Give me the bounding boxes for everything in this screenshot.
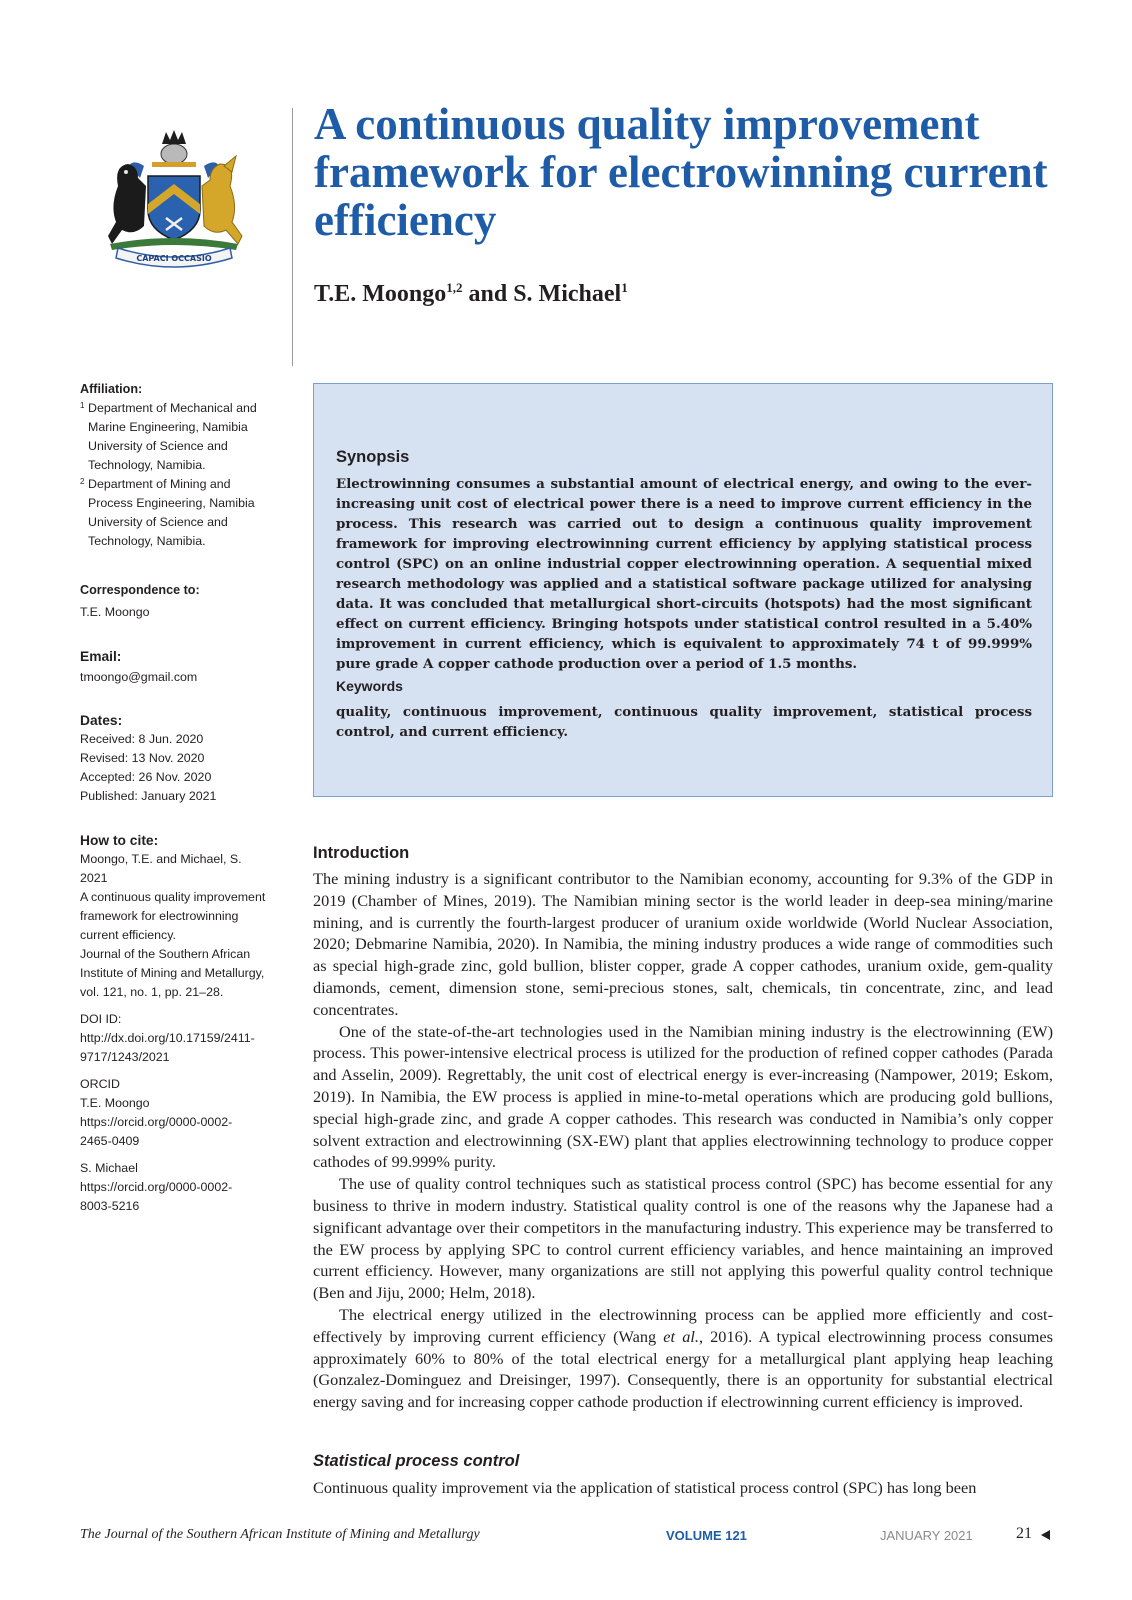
doi-link[interactable]: http://dx.doi.org/10.17159/2411- <box>80 1031 255 1045</box>
affiliation-1-line: Technology, Namibia. <box>88 458 206 472</box>
paragraph-text: The electrical energy utilized in the electrowinning process can be applied more efficiently and cost-effectively by improving current efficiency (Wang <box>313 1304 1053 1346</box>
affiliation-2-line: University of Science and <box>88 515 228 529</box>
correspondence-name: T.E. Moongo <box>80 605 150 619</box>
paragraph <box>313 1304 1053 1413</box>
introduction-heading: Introduction <box>313 844 410 862</box>
author-line <box>314 280 628 308</box>
correspondence-label: Correspondence to: <box>80 583 200 597</box>
page-arrow-icon <box>1041 1530 1050 1540</box>
author-1-affiliation-mark: 1,2 <box>446 280 463 295</box>
doi-label: DOI ID: <box>80 1012 122 1026</box>
author-2-affiliation-mark: 1 <box>621 280 628 295</box>
dates-label: Dates: <box>80 713 123 728</box>
svg-text:CAPACI OCCASIO: CAPACI OCCASIO <box>136 254 212 263</box>
date-accepted: Accepted: 26 Nov. 2020 <box>80 770 212 784</box>
affiliation-1-line: Marine Engineering, Namibia <box>88 420 248 434</box>
author-1: T.E. Moongo <box>314 281 447 307</box>
footer-date: JANUARY 2021 <box>880 1528 973 1543</box>
affiliation-2-line: Department of Mining and <box>88 477 231 491</box>
affiliation-1-line: Department of Mechanical and <box>88 401 257 415</box>
paragraph-text: , 2016). A typical electrowinning process consumes approximately 60% to 80% of the total electrical energy for a metallurgical plant applying heap leaching (Gonzalez-Dominguez and Dreisinger, 1997). Consequently, there is an opportunity for substantial electrical energy saving and for increasing copper cathode production if electrowinning current efficiency is improved. <box>313 1326 1053 1412</box>
citation-line: Institute of Mining and Metallurgy, <box>80 966 265 980</box>
date-published: Published: January 2021 <box>80 789 217 803</box>
article-title: A continuous quality improvement framework for electrowinning current efficiency <box>314 99 1048 245</box>
introduction-body <box>313 868 1053 1413</box>
institute-crest-logo <box>104 126 244 268</box>
footer-journal-name: The Journal of the Southern African Institute of Mining and Metallurgy <box>80 1527 480 1542</box>
citation-line: vol. 121, no. 1, pp. 21–28. <box>80 985 224 999</box>
et-al-italic: et al. <box>663 1326 699 1346</box>
affiliation-label: Affiliation: <box>80 382 143 396</box>
affiliation-2 <box>80 475 276 551</box>
synopsis-heading: Synopsis <box>336 448 410 466</box>
page-number: 21 <box>1016 1525 1032 1542</box>
paragraph: One of the state-of-the-art technologies used in the Namibian mining industry is the electrowinning (EW) process. This power-intensive electrical process is utilized for the production of refined copper cathodes (Parada and Asselin, 2009). Regrettably, the unit cost of electrical energy is ever-increasing (Nampower, 2019; Eskom, 2019). In Namibia, the EW process is applied in mine-to-metal operations which are producing gold bullions, special high-grade zinc, and grade A copper cathodes. This research was conducted in Namibia’s only copper solvent extraction and electrowinning (SX-EW) plant that applies electrowinning technology to produce copper cathodes of 99.999% purity. <box>313 1021 1053 1172</box>
citation-line: framework for electrowinning <box>80 909 239 923</box>
citation-line: Journal of the Southern African <box>80 947 251 961</box>
citation-line: 2021 <box>80 871 108 885</box>
orcid-2-name: S. Michael <box>80 1161 138 1175</box>
orcid-2-link[interactable]: https://orcid.org/0000-0002- <box>80 1180 233 1194</box>
header-divider <box>292 108 293 366</box>
orcid-1-link[interactable]: 2465-0409 <box>80 1134 140 1148</box>
email-label: Email: <box>80 649 122 664</box>
email-address[interactable]: tmoongo@gmail.com <box>80 670 198 684</box>
synopsis-text: Electrowinning consumes a substantial amount of electrical energy, and owing to the ever-increasing unit cost of electrical power there is a need to improve current efficiency in the process. This research was carried out to design a continuous quality improvement framework for improving electrowinning current efficiency by applying statistical process control (SPC) on an online industrial copper electrowinning operation. A sequential mixed research methodology was applied and a statistical software package utilized for analysing data. It was concluded that metallurgical short-circuits (hotspots) had the most significant effect on current efficiency. Bringing hotspots under statistical control resulted in a 5.40% improvement in current efficiency, which is equivalent to approximately 74 t of 99.999% pure grade A copper cathode production over a period of 1.5 months. <box>336 476 1032 672</box>
synopsis-box <box>313 383 1053 797</box>
spc-paragraph: Continuous quality improvement via the application of statistical process control (SPC) has long been <box>313 1478 977 1497</box>
affiliation-1-number: 1 <box>80 401 85 410</box>
orcid-1-name: T.E. Moongo <box>80 1096 150 1110</box>
paragraph: The mining industry is a significant contributor to the Namibian economy, accounting for 9.3% of the GDP in 2019 (Chamber of Mines, 2019). The Namibian mining sector is the world leader in deep-sea mining/marine mining, and is currently the fourth-largest producer of uranium oxide worldwide (World Nuclear Association, 2020; Debmarine Namibia, 2020). In Namibia, the mining industry produces a wide range of commodities such as special high-grade zinc, gold bullion, blister copper, grade A copper cathodes, uranium oxide, gem-quality diamonds, cement, dimension stone, semi-precious stones, salt, chemicals, tin concentrate, zinc, and lead concentrates. <box>313 869 1053 1019</box>
how-to-cite-label: How to cite: <box>80 833 159 848</box>
authors-conjunction: and <box>462 281 514 307</box>
date-received: Received: 8 Jun. 2020 <box>80 732 204 746</box>
affiliation-1 <box>80 399 276 475</box>
author-2: S. Michael <box>513 281 622 307</box>
orcid-1-link[interactable]: https://orcid.org/0000-0002- <box>80 1115 233 1129</box>
affiliation-2-line: Technology, Namibia. <box>88 534 206 548</box>
date-revised: Revised: 13 Nov. 2020 <box>80 751 205 765</box>
affiliation-2-number: 2 <box>80 477 85 486</box>
affiliation-1-line: University of Science and <box>88 439 228 453</box>
citation-line: current efficiency. <box>80 928 176 942</box>
orcid-2-link[interactable]: 8003-5216 <box>80 1199 140 1213</box>
citation-line: Moongo, T.E. and Michael, S. <box>80 852 242 866</box>
affiliation-2-line: Process Engineering, Namibia <box>88 496 255 510</box>
orcid-label: ORCID <box>80 1077 120 1091</box>
keywords-heading: Keywords <box>336 678 403 694</box>
keywords-text: quality, continuous improvement, continuous quality improvement, statistical process control, and current efficiency. <box>336 704 1032 740</box>
citation-line: A continuous quality improvement <box>80 890 266 904</box>
spc-subheading: Statistical process control <box>313 1452 520 1470</box>
doi-link[interactable]: 9717/1243/2021 <box>80 1050 170 1064</box>
paragraph: The use of quality control techniques such as statistical process control (SPC) has become essential for any business to thrive in modern industry. Statistical quality control is one of the reasons why the Japanese had a significant advantage over their competitors in the manufacturing industry. This experience may be transferred to the EW process by applying SPC to control current efficiency variables, and hence maintaining an improved current efficiency. However, many organizations are still not applying this powerful quality control technique (Ben and Jiju, 2000; Helm, 2018). <box>313 1174 1053 1303</box>
article-sidebar <box>80 380 276 1216</box>
footer-volume: VOLUME 121 <box>666 1528 747 1543</box>
